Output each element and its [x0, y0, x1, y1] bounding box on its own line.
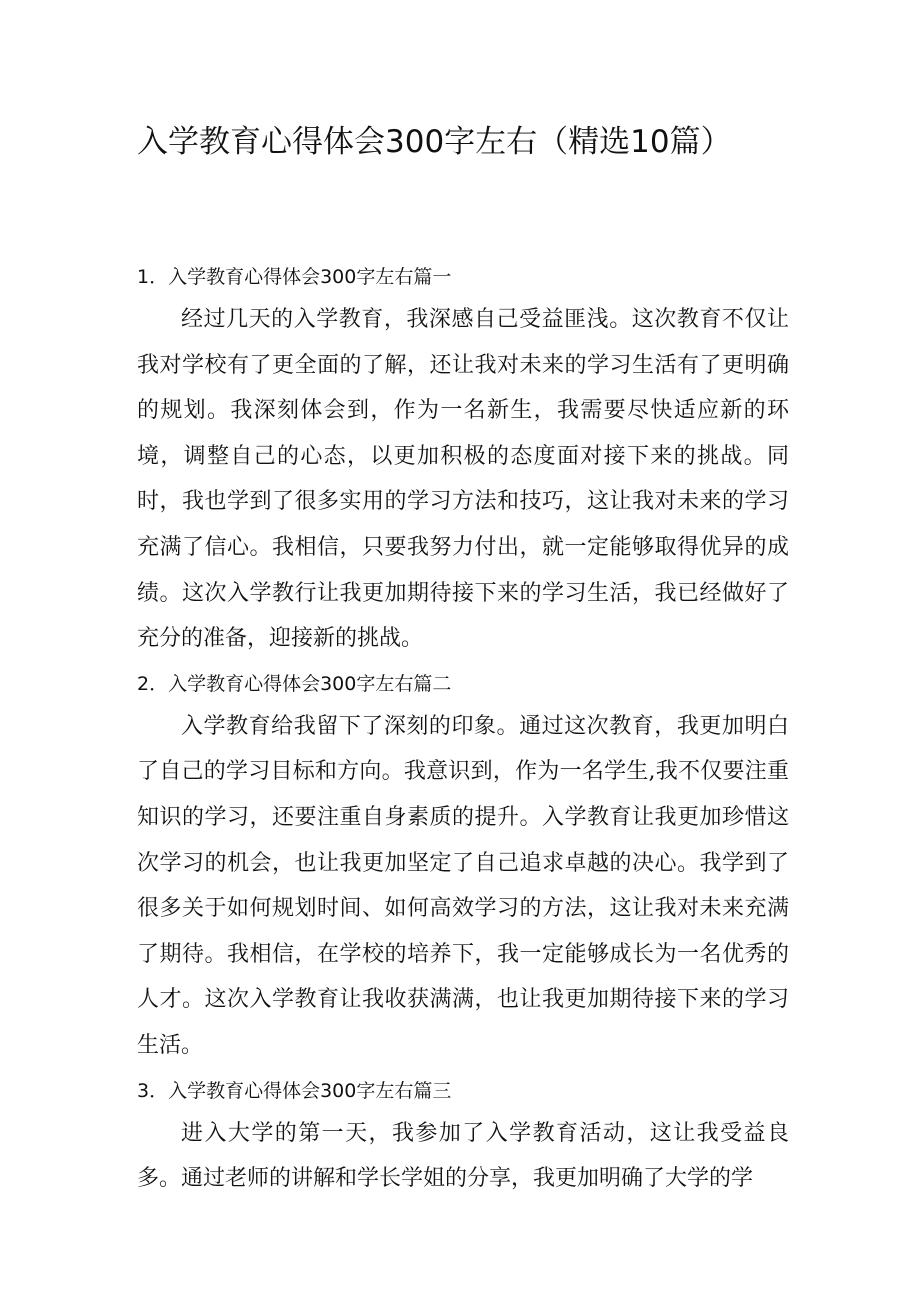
section-paragraph-3: 进入大学的第一天，我参加了入学教育活动，这让我受益良多。通过老师的讲解和学长学姐的分享，我更加明确了大学的学 [137, 1120, 789, 1192]
document-title: 入学教育心得体会300字左右（精选10篇） [137, 124, 732, 160]
document-body [137, 257, 789, 1202]
section-heading-3: 3．入学教育心得体会300字左右篇三 [137, 1079, 452, 1102]
section-heading-2: 2．入学教育心得体会300字左右篇二 [137, 672, 452, 695]
section-heading-1: 1．入学教育心得体会300字左右篇一 [137, 266, 452, 288]
section-paragraph-1: 经过几天的入学教育，我深感自己受益匪浅。这次教育不仅让我对学校有了更全面的了解，还让我对未来的学习生活有了更明确的规划。我深刻体会到，作为一名新生，我需要尽快适应新的环境，调整自己的心态，以更加积极的态度面对接下来的挑战。同时，我也学到了很多实用的学习方法和技巧，这让我对未来的学习充满了信心。我相信，只要我努力付出，就一定能够取得优异的成绩。这次入学教行让我更加期待接下来的学习生活，我已经做好了充分的准备，迎接新的挑战。 [137, 307, 789, 652]
section-paragraph-2: 入学教育给我留下了深刻的印象。通过这次教育，我更加明白了自己的学习目标和方向。我意识到，作为一名学生,我不仅要注重知识的学习，还要注重自身素质的提升。入学教育让我更加珍惜这次学习的机会，也让我更加坚定了自己追求卓越的决心。我学到了很多关于如何规划时间、如何高效学习的方法，这让我对未来充满了期待。我相信，在学校的培养下，我一定能够成长为一名优秀的人才。这次入学教育让我收获满满，也让我更加期待接下来的学习生活。 [137, 713, 789, 1058]
